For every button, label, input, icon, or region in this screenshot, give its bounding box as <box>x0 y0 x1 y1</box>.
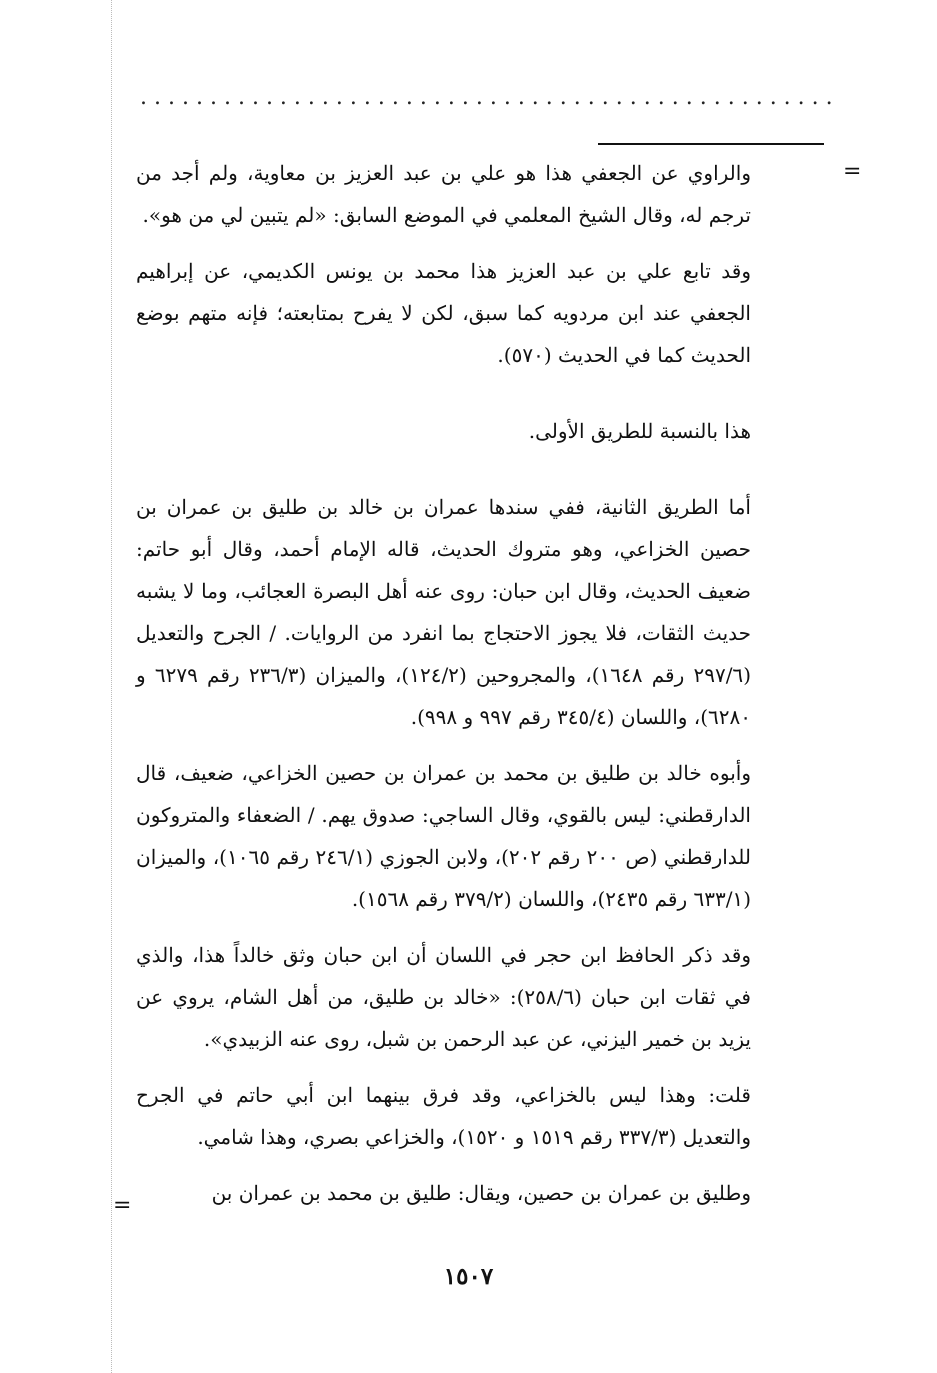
page-margin-line <box>111 0 112 1373</box>
continued-from-previous-mark: = <box>843 159 862 184</box>
paragraph-2: وقد تابع علي بن عبد العزيز هذا محمد بن يونس الكديمي، عن إبراهيم الجعفي عند ابن مردويه كما سبق، لكن لا يفرح بمتابعته؛ فإنه متهم بوضع الحديث كما في الحديث (٥٧٠). <box>136 259 751 367</box>
page-number: ١٥٠٧ <box>443 1263 494 1290</box>
paragraph-7: قلت: وهذا ليس بالخزاعي، وقد فرق بينهما ابن أبي حاتم في الجرح والتعديل (٣٣٧/٣ رقم ١٥١٩ و ١٥٢٠)، والخزاعي بصري، وهذا شامي. <box>136 1083 751 1149</box>
paragraph-3: هذا بالنسبة للطريق الأولى. <box>528 419 751 443</box>
paragraph-8: وطليق بن عمران بن حصين، ويقال: طليق بن محمد بن عمران بن <box>211 1181 751 1205</box>
footnote-rule <box>598 143 824 145</box>
paragraph-4: أما الطريق الثانية، ففي سندها عمران بن خالد بن طليق بن عمران بن حصين الخزاعي، وهو متروك الحديث، قاله الإمام أحمد، وقال أبو حاتم: ضعيف الحديث، وقال ابن حبان: روى عنه أهل البصرة العجائب، وما لا يشبه حديث الثقات، فلا يجوز الاحتجاج بما انفرد من الروايات. / الجرح والتعديل (٢٩٧/٦ رقم ١٦٤٨)، والمجروحين (١٢٤/٢)، والميزان (٢٣٦/٣ رقم ٦٢٧٩ و ٦٢٨٠)، واللسان (٣٤٥/٤ رقم ٩٩٧ و ٩٩٨). <box>136 495 751 729</box>
paragraph-1: والراوي عن الجعفي هذا هو علي بن عبد العزيز بن معاوية، ولم أجد من ترجم له، وقال الشيخ المعلمي في الموضع السابق: «لم يتبين لي من هو». <box>136 161 751 227</box>
continues-next-page-mark: = <box>113 1193 132 1218</box>
footnote-dotted-separator: .................................................. <box>140 85 840 110</box>
paragraph-6: وقد ذكر الحافظ ابن حجر في اللسان أن ابن حبان وثق خالداً هذا، والذي في ثقات ابن حبان (٢٥٨/٦): «خالد بن طليق، من أهل الشام، يروي عن يزيد بن خمير اليزني، عن عبد الرحمن بن شبل، روى عنه الزبيدي». <box>136 943 751 1051</box>
paragraph-5: وأبوه خالد بن طليق بن محمد بن عمران بن حصين الخزاعي، ضعيف، قال الدارقطني: ليس بالقوي، وقال الساجي: صدوق يهم. / الضعفاء والمتروكون للدارقطني (ص ٢٠٠ رقم ٢٠٢)، ولابن الجوزي (٢٤٦/١ رقم ١٠٦٥)، والميزان (٦٣٣/١ رقم ٢٤٣٥)، واللسان (٣٧٩/٢ رقم ١٥٦٨). <box>136 761 752 911</box>
footnote-body <box>136 152 751 1228</box>
